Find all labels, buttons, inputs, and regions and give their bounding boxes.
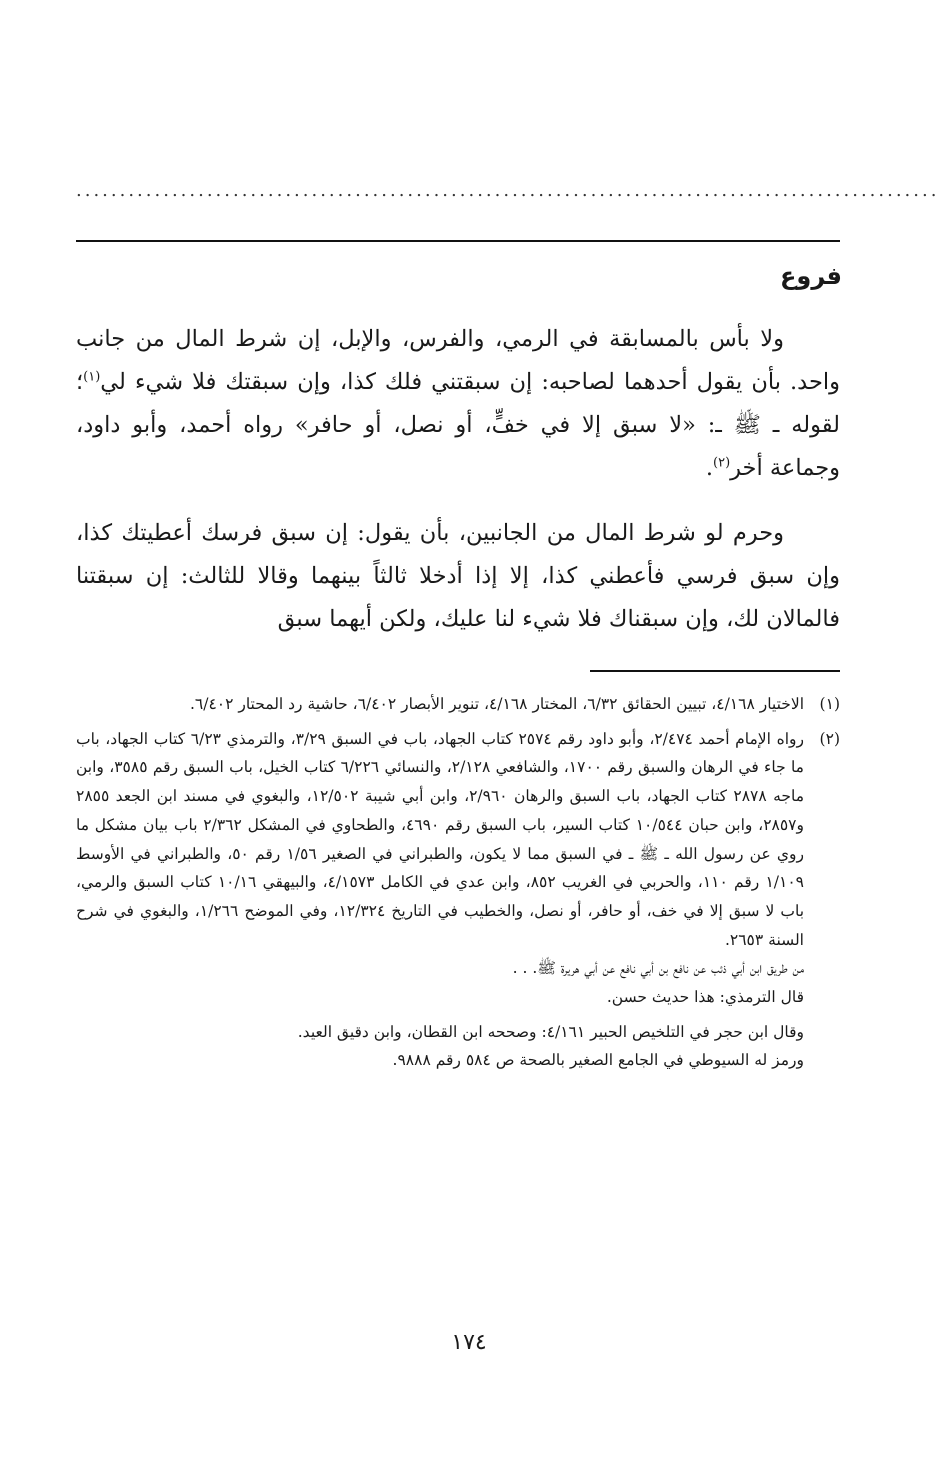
footnote-2-text: رواه الإمام أحمد ٢/٤٧٤، وأبو داود رقم ٢٥٧٤ كتاب الجهاد، باب في السبق ٣/٢٩، والترمذي ٦/٢٣ كتاب الجهاد، باب ما جاء في الرهان والسبق رقم ١٧٠٠، والشافعي ٢/١٢٨، والنسائي ٦/٢٢٦ كتاب الخيل، باب السبق رقم ٣٥٨٥، وابن ماجه ٢٨٧٨ كتاب الجهاد، باب السبق والرهان ٢/٩٦٠، وابن أبي شيبة ١٢/٥٠٢، والبغوي في مسند ابن الجعد ٢٨٥٥ و٢٨٥٧، وابن حبان ١٠/٥٤٤ كتاب السير، باب السبق رقم ٤٦٩٠، والطحاوي في المشكل ٢/٣٦٢ باب بيان مشكل ما روي عن رسول الله ـ ﷺ ـ في السبق مما لا يكون، والطبراني في الصغير ١/٥٦ رقم ٥٠، والطبراني في الأوسط ١/١٠٩ رقم ١١٠، والحربي في الغريب ٨٥٢، وابن عدي في الكامل ٤/١٥٧٣، والبيهقي ١٠/١٦ كتاب السبق والرمي، باب لا سبق إلا في خف، أو حافر، أو نصل، والخطيب في التاريخ ١٢/٣٢٤، وفي الموضح ١/٢٦٦، والبغوي في شرح السنة ٢٦٥٣.	[76, 729, 805, 949]
footnote-ref-2[interactable]: (٢)	[713, 455, 731, 471]
footnote-1	[76, 690, 840, 719]
footnotes	[76, 690, 840, 1075]
footnote-2	[76, 725, 840, 955]
paragraph-1-part-1: ولا بأس بالمسابقة في الرمي، والفرس، والإبل، إن شرط المال من جانب واحد. بأن يقول أحدهما لصاحبه: إن سبقتني فلك كذا، وإن سبقتك فلا شيء لي	[76, 326, 840, 395]
paragraph-2-text: وحرم لو شرط المال من الجانبين، بأن يقول: إن سبق فرسك أعطيتك كذا، وإن سبق فرسي فأعطني كذا، إلا إذا أدخلا ثالثاً بينهما وقالا للثالث: إن سبقتنا فالمالان لك، وإن سبقناك فلا شيء لنا عليك، ولكن أيهما سبق	[76, 520, 840, 632]
footnote-1-text: الاختيار ٤/١٦٨، تبيين الحقائق ٦/٣٢، المختار ٤/١٦٨، تنوير الأبصار ٦/٤٠٢، حاشية رد المحتار ٦/٤٠٢.	[189, 695, 804, 713]
section-heading: فروع	[780, 262, 842, 290]
footnote-1-number: (١)	[819, 695, 840, 713]
footnote-separator	[590, 670, 840, 672]
dotted-separator: ...................................................................................................	[76, 180, 939, 201]
footnote-ref-1[interactable]: (١)	[83, 369, 101, 385]
paragraph-1-part-3: .	[705, 455, 713, 481]
footnote-2-chain: من طريق ابن أبي ذئب عن نافع بن أبي نافع عن أبي هريرة ﷺ. . .	[512, 959, 804, 978]
footnote-2-suyuti: ورمز له السيوطي في الجامع الصغير بالصحة ص ٥٨٤ رقم ٩٨٨٨.	[392, 1051, 804, 1070]
page-number: ١٧٤	[451, 1330, 487, 1355]
footnote-2-ibn-hajar: وقال ابن حجر في التلخيص الحبير ٤/١٦١: وصححه ابن القطان، وابن دقيق العيد.	[297, 1022, 804, 1041]
main-paragraph-1	[76, 318, 840, 490]
paragraph-1-text	[76, 318, 840, 490]
footnote-2-tirmidhi: قال الترمذي: هذا حديث حسن.	[606, 988, 804, 1007]
footnote-2-number: (٢)	[819, 729, 840, 748]
main-paragraph-2	[76, 512, 840, 641]
paragraph-1-part-2: ؛ لقوله ـ ﷺ ـ: «لا سبق إلا في خفٍّ، أو نصل، أو حافر» رواه أحمد، وأبو داود، وجماعة أخر	[76, 369, 840, 481]
top-rule	[76, 240, 840, 242]
